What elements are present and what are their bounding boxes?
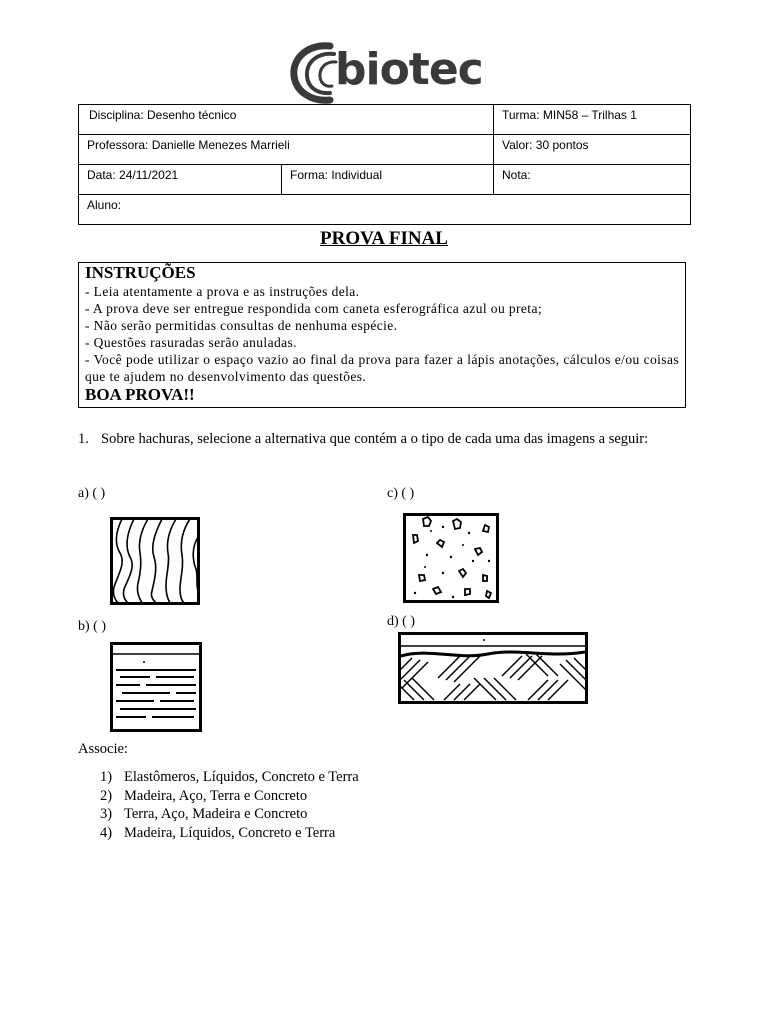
answer-choices-list [100,768,359,842]
turma-cell: Turma: MIN58 – Trilhas 1 [494,105,691,135]
option-d[interactable]: d) ( ) [387,614,415,629]
list-item[interactable] [100,805,359,824]
option-a[interactable]: a) ( ) [78,486,106,501]
associate-label: Associe: [78,741,128,757]
question-text: Sobre hachuras, selecione a alternativa que contém a o tipo de cada uma das imagens a seguir: [101,431,649,447]
exam-header-table [78,104,691,225]
choice-text: Terra, Aço, Madeira e Concreto [124,806,308,822]
liquid-hatch-image [110,642,202,732]
choice-text: Madeira, Aço, Terra e Concreto [124,787,308,804]
option-b[interactable]: b) ( ) [78,619,106,634]
page-title: PROVA FINAL [320,228,448,249]
wood-hatch-image [110,517,200,605]
choice-text: Madeira, Líquidos, Concreto e Terra [124,824,336,841]
choice-text: Elastômeros, Líquidos, Concreto e Terra [124,769,359,785]
option-c[interactable]: c) ( ) [387,486,415,501]
instruction-line: - A prova deve ser entregue respondida com caneta esferográfica azul ou preta; [85,301,542,316]
instruction-line: - Questões rasuradas serão anuladas. [85,335,297,350]
instruction-line: - Não serão permitidas consultas de nenhuma espécie. [85,318,398,333]
instructions-box [78,262,686,408]
aluno-cell[interactable]: Aluno: [79,195,691,225]
earth-hatch-image [398,632,588,704]
disciplina-cell: Disciplina: Desenho técnico [79,105,494,135]
valor-cell: Valor: 30 pontos [494,135,691,165]
concrete-hatch-image [403,513,499,603]
instruction-line: - Você pode utilizar o espaço vazio ao final da prova para fazer a lápis anotações, cálculos e/ou coisas que te ajudem no desenvolvimento das questões. [85,352,679,384]
list-item[interactable] [100,768,359,787]
data-cell: Data: 24/11/2021 [79,165,282,195]
choice-number: 3) [100,806,113,822]
instructions-closing: BOA PROVA!! [85,385,195,404]
list-item[interactable] [100,787,359,806]
list-item[interactable] [100,824,359,843]
logo-text: biotec [335,44,483,95]
choice-number: 4) [100,824,113,841]
professora-cell: Professora: Danielle Menezes Marrieli [79,135,494,165]
question-number: 1. [78,431,89,447]
nota-cell[interactable]: Nota: [494,165,691,195]
instructions-heading: INSTRUÇÕES [85,263,196,282]
question-1 [78,430,688,449]
choice-number: 1) [100,769,113,785]
forma-cell: Forma: Individual [282,165,494,195]
instruction-line: - Leia atentamente a prova e as instruções dela. [85,284,360,299]
biotec-logo [290,40,483,104]
choice-number: 2) [100,787,113,804]
